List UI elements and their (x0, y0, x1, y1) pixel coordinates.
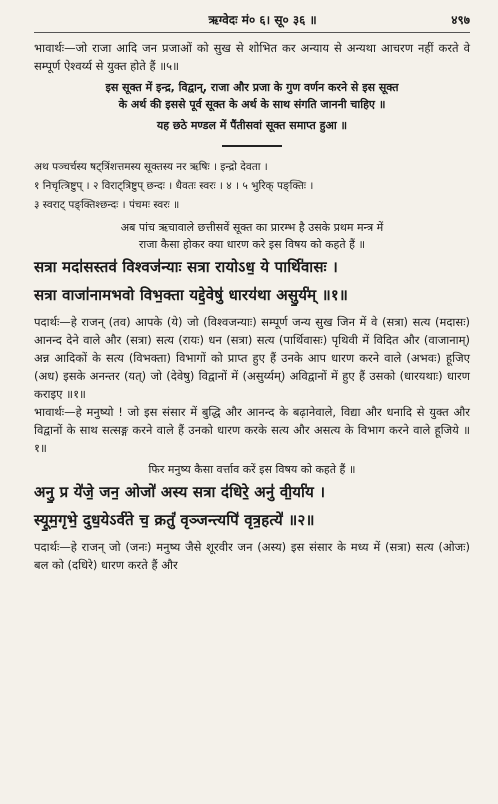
bhavartha-paragraph: भावार्थः—जो राजा आदि जन प्रजाओं को सुख से शोभित कर अन्याय से अन्यथा आचरण नहीं करते वे सम्पूर्ण ऐश्वर्य्य से युक्त होते हैं ॥५॥ (34, 41, 470, 73)
sukta-note-line: के अर्थ की इससे पूर्व सूक्त के अर्थ के साथ संगति जाननी चाहिए ॥ (118, 98, 386, 111)
sukta-metadata-line: ३ स्वराट् पङ्क्तिश्छन्दः । पंचमः स्वरः ॥ (34, 199, 180, 211)
sukta-metadata-line: अथ पञ्चर्चस्य षट्त्रिंशत्तमस्य सूक्तस्य नर ऋषिः । इन्द्रो देवता । (34, 161, 268, 173)
mantra-intro: अब पांच ऋचावाले छत्तीसवें सूक्त का प्रारम्भ है उसके प्रथम मन्त्र में (120, 221, 384, 234)
page-header (34, 8, 470, 32)
mantra-line: सत्रा वाजा॑नामभवो विभ॒क्ता यद्दे॒वेषु॑ धारय॑था असु॒र्य॑म् ॥१॥ (34, 286, 349, 304)
sukta-end-note: यह छठे मण्डल में पैंतीसवां सूक्त समाप्त हुआ ॥ (156, 119, 348, 132)
page (34, 8, 470, 574)
header-rule (34, 32, 470, 33)
sukta-metadata-line: १ निचृत्त्रिष्टुप् । २ विराट्त्रिष्टुप् छन्दः । धैवतः स्वरः । ४ । ५ भुरिक् पङ्क्तिः । (34, 180, 314, 192)
section-divider (222, 145, 282, 147)
sukta-note-line: इस सूक्त में इन्द्र, विद्वान्, राजा और प्रजा के गुण वर्णन करने से इस सूक्त (105, 81, 399, 94)
running-title: ऋग्वेदः मं० ६। सू० ३६ ॥ (208, 13, 317, 27)
mantra-line: अनु॒ प्र ये॑जे॒ जन॒ ओजो॑ अस्य सत्रा द॑धिरे॒ अनु॑ वी॒र्या॑य । (34, 483, 326, 501)
mantra-line: स्यू॒म॒गृभे॒ दुध॒येऽर्व॑ते च॒ क्रतुं॑ वृञ्जन्त्यपि॑ वृत्र॒हत्ये॑ ॥२॥ (34, 511, 315, 529)
mantra-intro: राजा कैसा होकर क्या धारण करे इस विषय को कहते हैं ॥ (138, 238, 366, 251)
mantra-intro: फिर मनुष्य कैसा वर्त्ताव करें इस विषय को कहते हैं ॥ (148, 463, 356, 476)
mantra-line: सत्रा मदा॑सस्तव॑ विश्वज॑न्याः सत्रा रायोऽध॒ ये पार्थि॑वासः । (34, 258, 339, 276)
padartha-paragraph: पदार्थः—हे राजन् जो (जनः) मनुष्य जैसे शूरवीर जन (अस्य) इस संसार के मध्य में (सत्रा) सत्य (ओजः) बल को (दधिरे) धारण करते हैं और (34, 540, 470, 572)
page-number: ४९७ (451, 13, 470, 27)
bhavartha-paragraph: भावार्थः—हे मनुष्यो ! जो इस संसार में बुद्धि और आनन्द के बढ़ानेवाले, विद्या और धनादि से युक्त और विद्वानों के साथ सत्सङ्ग करने वाले हैं उनको धारण करके सत्य और असत्य के विभाग करने वाले हूजिये ॥१॥ (34, 405, 470, 455)
padartha-paragraph: पदार्थः—हे राजन् (तव) आपके (ये) जो (विश्वजन्याः) सम्पूर्ण जन्य सुख जिन में वे (सत्रा) सत्य (मदासः) आनन्द देने वाले और (सत्रा) सत्य (रायः) धन (सत्रा) सत्य (पार्थिवासः) पृथिवी में विदित और (वाजानाम्) अन्न आदिकों के सत्य (विभक्ता) विभागों को प्राप्त हुए हैं उनके आप धारण करने वाले (अभवः) हूजिए (अध) इसके अनन्तर (यत्) जो (देवेषु) विद्वानों में (असुर्य्यम्) अविद्वानों में हुए हैं उसको (धारयथाः) धारण कराइए ॥१॥ (34, 315, 470, 401)
